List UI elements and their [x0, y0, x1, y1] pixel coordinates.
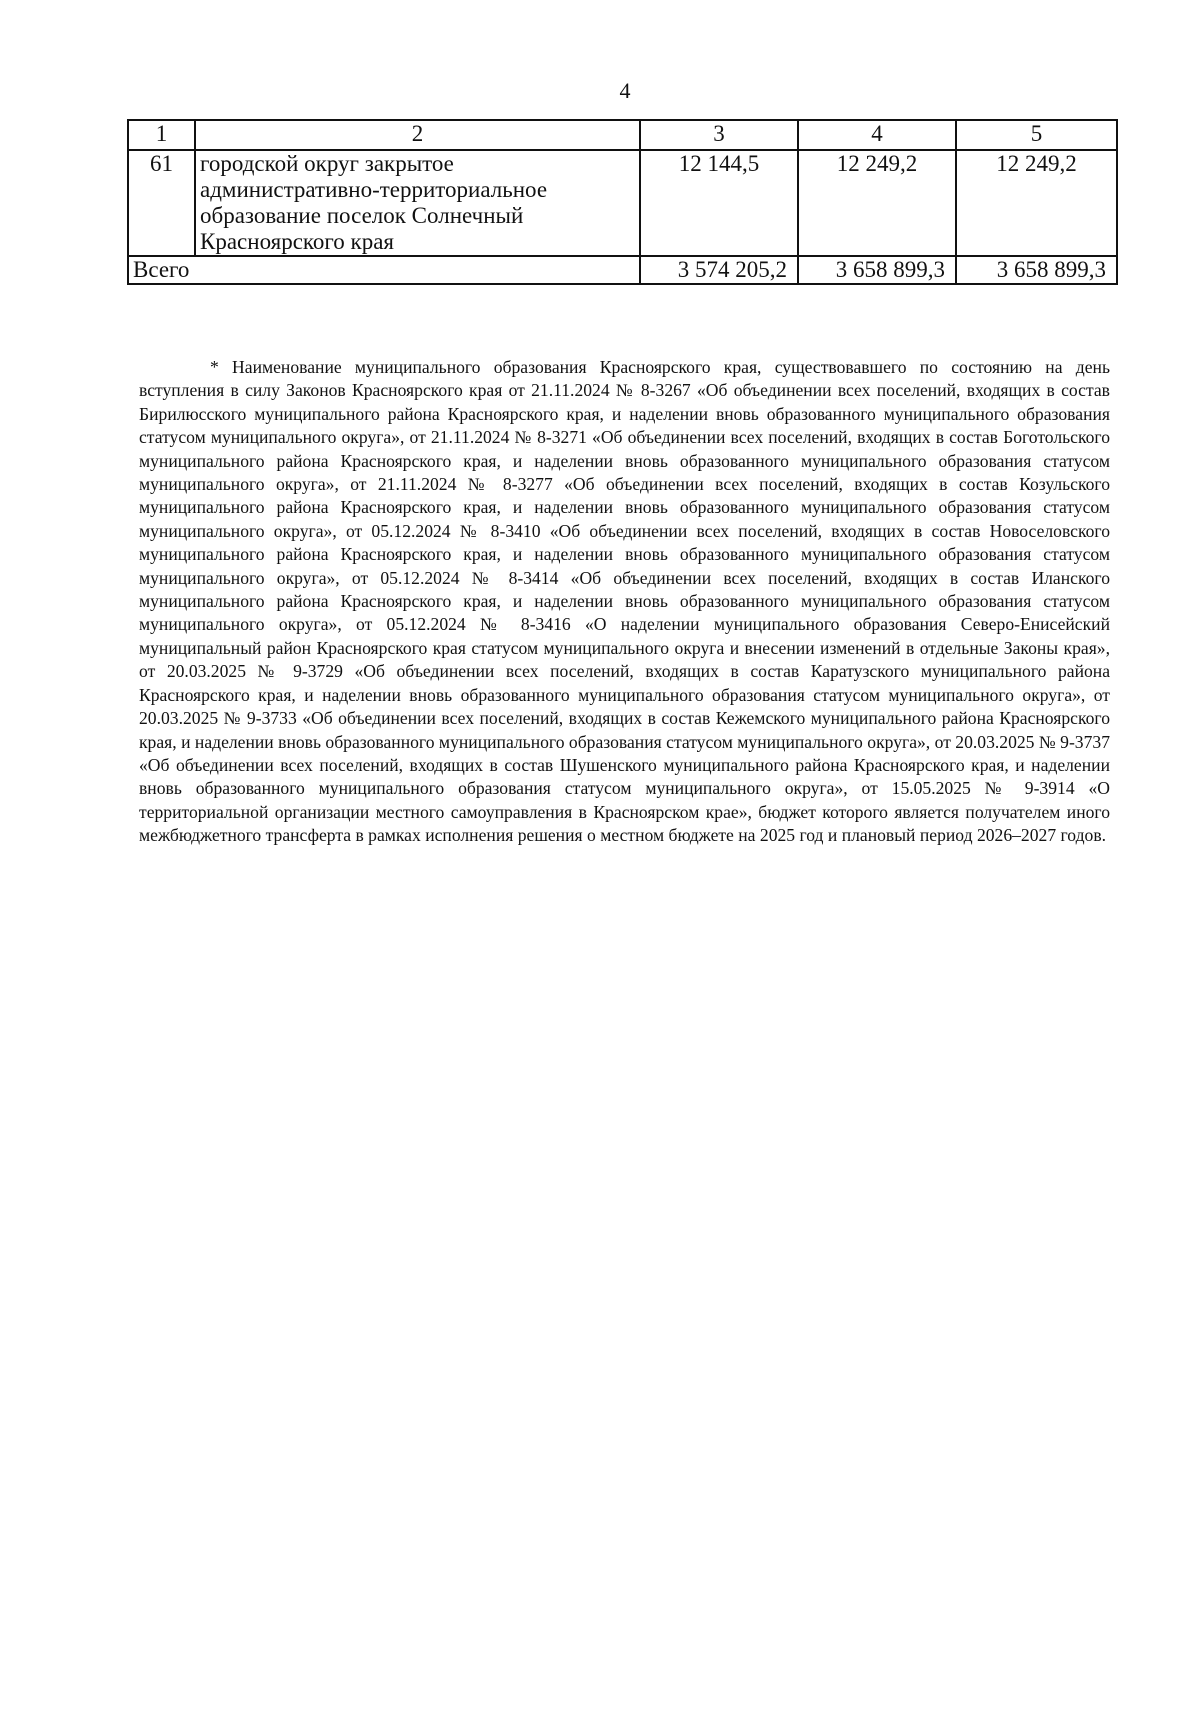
total-2025: 3 574 205,2 — [640, 256, 798, 284]
total-label: Всего — [128, 256, 640, 284]
value-2026: 12 249,2 — [798, 150, 956, 256]
row-number: 61 — [128, 150, 195, 256]
transfer-table — [127, 119, 1118, 285]
table-header-row — [128, 120, 1117, 150]
header-cell: 3 — [640, 120, 798, 150]
header-cell: 1 — [128, 120, 195, 150]
footnote: * Наименование муниципального образования Красноярского края, существовавшего по состоянию на день вступления в силу Законов Красноярского края от 21.11.2024 № 8-3267 «Об объединении всех поселений, входящих в состав Бирилюсского муниципального района Красноярского края, и наделении вновь образованного муниципального образования статусом муниципального округа», от 21.11.2024 № 8-3271 «Об объединении всех поселений, входящих в состав Боготольского муниципального района Красноярского края, и наделении вновь образованного муниципального образования статусом муниципального округа», от 21.11.2024 № 8-3277 «Об объединении всех поселений, входящих в состав Козульского муниципального района Красноярского края, и наделении вновь образованного муниципального образования статусом муниципального округа», от 05.12.2024 № 8-3410 «Об объединении всех поселений, входящих в состав Новоселовского муниципального района Красноярского края, и наделении вновь образованного муниципального образования статусом муниципального округа», от 05.12.2024 № 8-3414 «Об объединении всех поселений, входящих в состав Иланского муниципального района Красноярского края, и наделении вновь образованного муниципального образования статусом муниципального округа», от 05.12.2024 № 8-3416 «О наделении муниципального образования Северо-Енисейский муниципальный район Красноярского края статусом муниципального округа и внесении изменений в отдельные Законы края», от 20.03.2025 № 9-3729 «Об объединении всех поселений, входящих в состав Каратузского муниципального района Красноярского края, и наделении вновь образованного муниципального образования статусом муниципального округа», от 20.03.2025 № 9-3733 «Об объединении всех поселений, входящих в состав Кежемского муниципального района Красноярского края, и наделении вновь образованного муниципального образования статусом муниципального округа», от 20.03.2025 № 9-3737 «Об объединении всех поселений, входящих в состав Шушенского муниципального района Красноярского края, и наделении вновь образованного муниципального образования статусом муниципального округа», от 15.05.2025 № 9-3914 «О территориальной организации местного самоуправления в Красноярском крае», бюджет которого является получателем иного межбюджетного трансферта в рамках исполнения решения о местном бюджете на 2025 год и плановый период 2026–2027 годов. — [139, 357, 1110, 846]
value-2025: 12 144,5 — [640, 150, 798, 256]
header-cell: 4 — [798, 120, 956, 150]
total-row — [128, 256, 1117, 284]
total-2026: 3 658 899,3 — [798, 256, 956, 284]
page-number: 4 — [619, 78, 631, 103]
total-2027: 3 658 899,3 — [956, 256, 1117, 284]
header-cell: 2 — [195, 120, 640, 150]
municipality-name: городской округ закрытое административно-территориальное образование поселок Солнечный Красноярского края — [195, 150, 640, 256]
value-2027: 12 249,2 — [956, 150, 1117, 256]
table-row — [128, 150, 1117, 256]
header-cell: 5 — [956, 120, 1117, 150]
